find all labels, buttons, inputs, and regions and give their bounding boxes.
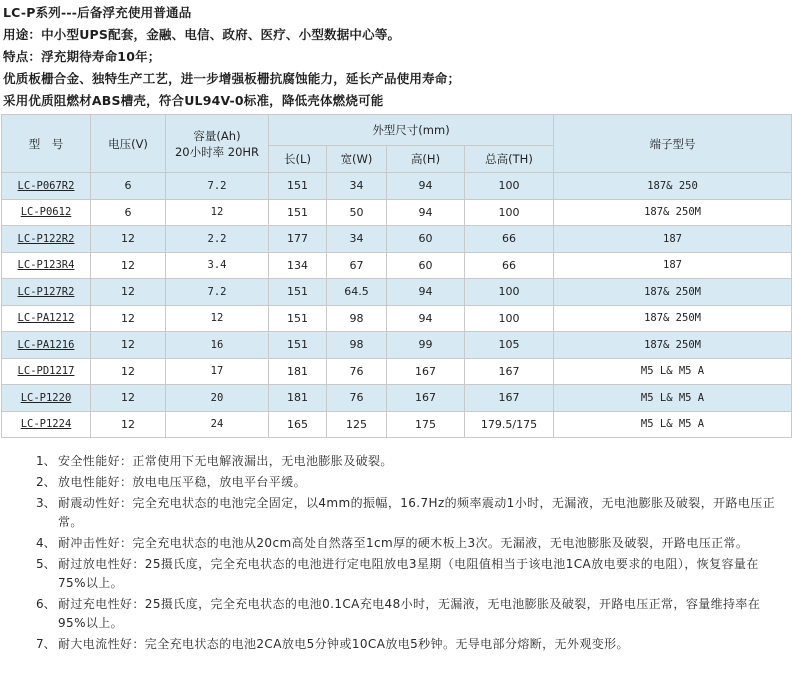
cell-width: 98 [327,332,387,359]
cell-height: 167 [387,358,465,385]
spec-table-body [2,173,792,438]
header-total-height: 总高(TH) [465,146,554,173]
cell-voltage: 12 [91,411,166,438]
cell-terminal: 187& 250M [554,279,792,306]
cell-voltage: 12 [91,358,166,385]
cell-length: 151 [269,279,327,306]
cell-length: 151 [269,199,327,226]
cell-voltage: 12 [91,385,166,412]
cell-length: 151 [269,332,327,359]
cell-length: 165 [269,411,327,438]
cell-model[interactable]: LC-P067R2 [2,173,91,200]
cell-width: 98 [327,305,387,332]
note-item [36,555,776,593]
note-number: 2、 [36,475,56,489]
cell-voltage: 6 [91,199,166,226]
note-text: 耐过放电性好：25摄氏度，完全充电状态的电池进行定电阻放电3星期（电阻值相当于该电池1CA放电要求的电阻），恢复容量在75%以上。 [58,557,759,590]
cell-model[interactable]: LC-P1220 [2,385,91,412]
table-row [2,199,792,226]
table-row [2,358,792,385]
note-text: 耐震动性好：完全充电状态的电池完全固定，以4mm的振幅，16.7Hz的频率震动1小时，无漏液，无电池膨胀及破裂，开路电压正常。 [58,496,776,529]
note-text: 耐大电流性好：完全充电状态的电池2CA放电5分钟或10CA放电5秒钟。无导电部分熔断，无外观变形。 [58,637,629,651]
header-terminal: 端子型号 [554,115,792,173]
cell-model[interactable]: LC-PD1217 [2,358,91,385]
table-row [2,385,792,412]
cell-total-height: 100 [465,173,554,200]
cell-model[interactable]: LC-PA1212 [2,305,91,332]
cell-voltage: 12 [91,252,166,279]
cell-terminal: M5 L& M5 A [554,358,792,385]
cell-voltage: 12 [91,279,166,306]
table-row [2,173,792,200]
header-voltage: 电压(V) [91,115,166,173]
cell-terminal: M5 L& M5 A [554,385,792,412]
cell-terminal: 187& 250M [554,332,792,359]
header-capacity-unit: 容量(Ah) [193,128,241,143]
cell-capacity: 2.2 [166,226,269,253]
cell-voltage: 12 [91,226,166,253]
cell-length: 181 [269,385,327,412]
cell-model[interactable]: LC-P127R2 [2,279,91,306]
cell-model[interactable]: LC-P0612 [2,199,91,226]
cell-length: 134 [269,252,327,279]
cell-capacity: 12 [166,305,269,332]
cell-height: 94 [387,173,465,200]
note-text: 耐冲击性好：完全充电状态的电池从20cm高处自然落至1cm厚的硬木板上3次。无漏液，无电池膨胀及破裂，开路电压正常。 [58,536,749,550]
note-item [36,635,776,654]
note-number: 6、 [36,597,56,611]
cell-width: 76 [327,358,387,385]
cell-total-height: 100 [465,305,554,332]
cell-length: 177 [269,226,327,253]
note-item [36,452,776,471]
table-row [2,332,792,359]
cell-voltage: 6 [91,173,166,200]
header-height: 高(H) [387,146,465,173]
header-capacity-rate: 20小时率 20HR [174,144,260,159]
cell-terminal: 187& 250 [554,173,792,200]
cell-height: 175 [387,411,465,438]
cell-voltage: 12 [91,332,166,359]
cell-model[interactable]: LC-P123R4 [2,252,91,279]
cell-width: 34 [327,173,387,200]
cell-terminal: 187 [554,226,792,253]
cell-model[interactable]: LC-P122R2 [2,226,91,253]
cell-capacity: 3.4 [166,252,269,279]
cell-width: 76 [327,385,387,412]
cell-height: 60 [387,252,465,279]
feature-line: 特点：浮充期待寿命10年； [3,49,161,64]
cell-height: 94 [387,279,465,306]
table-row [2,226,792,253]
cell-capacity: 16 [166,332,269,359]
note-item [36,534,776,553]
series-title: LC-P系列---后备浮充使用普通品 [3,5,192,20]
note-number: 5、 [36,557,56,571]
cell-terminal: M5 L& M5 A [554,411,792,438]
cell-height: 94 [387,305,465,332]
cell-height: 167 [387,385,465,412]
cell-length: 151 [269,173,327,200]
cell-height: 94 [387,199,465,226]
header-model: 型 号 [2,115,91,173]
spec-table [1,114,792,438]
cell-total-height: 100 [465,279,554,306]
cell-terminal: 187& 250M [554,305,792,332]
table-row [2,279,792,306]
cell-model[interactable]: LC-P1224 [2,411,91,438]
header-dimensions: 外型尺寸(mm) [269,115,554,146]
cell-capacity: 12 [166,199,269,226]
cell-width: 64.5 [327,279,387,306]
cell-length: 181 [269,358,327,385]
usage-line: 用途：中小型UPS配套，金融、电信、政府、医疗、小型数据中心等。 [3,27,401,42]
intro-block [3,2,789,112]
cell-total-height: 167 [465,385,554,412]
cell-total-height: 167 [465,358,554,385]
cell-capacity: 7.2 [166,279,269,306]
note-item [36,494,776,532]
cell-capacity: 17 [166,358,269,385]
cell-capacity: 24 [166,411,269,438]
cell-total-height: 179.5/175 [465,411,554,438]
cell-width: 125 [327,411,387,438]
cell-voltage: 12 [91,305,166,332]
note-text: 安全性能好：正常使用下无电解液漏出，无电池膨胀及破裂。 [58,454,393,468]
cell-total-height: 105 [465,332,554,359]
cell-height: 99 [387,332,465,359]
note-number: 7、 [36,637,56,651]
header-width: 宽(W) [327,146,387,173]
header-length: 长(L) [269,146,327,173]
cell-capacity: 20 [166,385,269,412]
note-item [36,473,776,492]
note-text: 放电性能好：放电电压平稳，放电平台平缓。 [58,475,307,489]
note-text: 耐过充电性好：25摄氏度，完全充电状态的电池0.1CA充电48小时，无漏液，无电池膨胀及破裂，开路电压正常，容量维持率在95%以上。 [58,597,761,630]
cell-total-height: 100 [465,199,554,226]
cell-height: 60 [387,226,465,253]
cell-length: 151 [269,305,327,332]
alloy-line: 优质板栅合金、独特生产工艺，进一步增强板栅抗腐蚀能力，延长产品使用寿命； [3,71,461,86]
note-number: 3、 [36,496,56,510]
table-row [2,305,792,332]
header-capacity [166,115,269,173]
cell-terminal: 187 [554,252,792,279]
cell-capacity: 7.2 [166,173,269,200]
note-item [36,595,776,633]
cell-width: 34 [327,226,387,253]
note-number: 1、 [36,454,56,468]
feature-notes [36,452,776,656]
table-row [2,411,792,438]
cell-total-height: 66 [465,226,554,253]
cell-width: 67 [327,252,387,279]
shell-line: 采用优质阻燃材ABS槽壳，符合UL94V-0标准，降低壳体燃烧可能 [3,93,384,108]
cell-total-height: 66 [465,252,554,279]
table-row [2,252,792,279]
note-number: 4、 [36,536,56,550]
cell-width: 50 [327,199,387,226]
cell-model[interactable]: LC-PA1216 [2,332,91,359]
cell-terminal: 187& 250M [554,199,792,226]
